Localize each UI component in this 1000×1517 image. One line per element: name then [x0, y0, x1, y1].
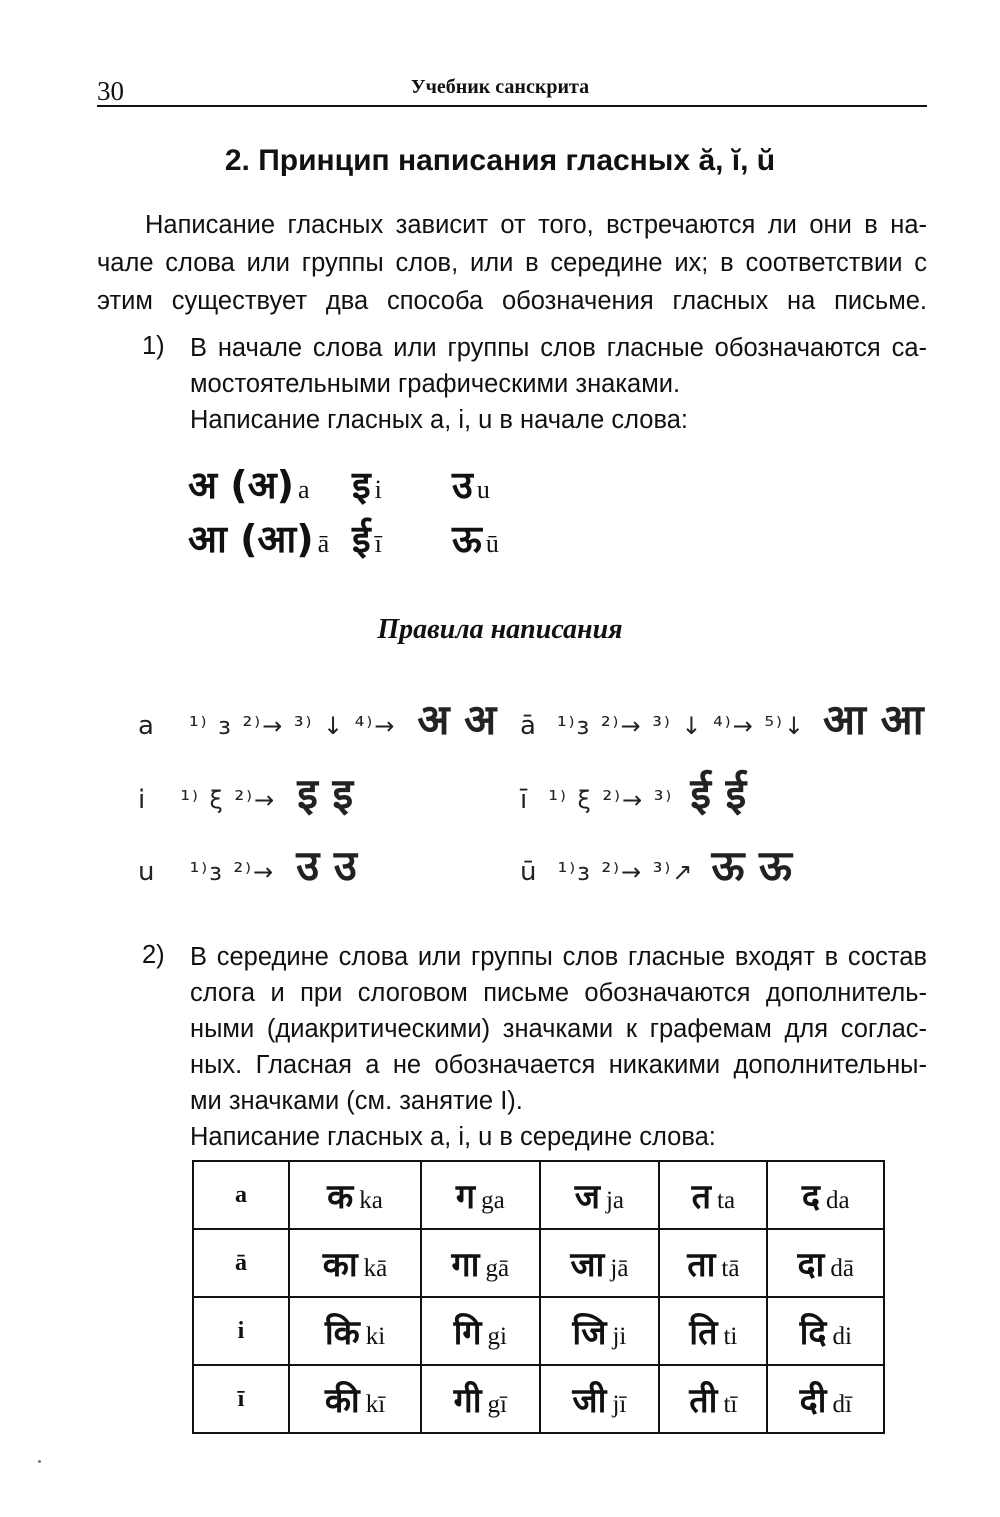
table-syllable-cell — [540, 1297, 660, 1365]
handwriting-final: ई ई — [690, 769, 747, 818]
handwriting-i — [138, 764, 353, 821]
handwriting-aa — [520, 690, 924, 747]
syllable-transliteration: ki — [365, 1323, 386, 1350]
handwriting-label: a — [138, 711, 154, 741]
handwriting-final: इ इ — [297, 769, 354, 818]
handwriting-final: ऊ ऊ — [711, 841, 793, 890]
handwriting-final: अ अ — [417, 695, 497, 744]
table-syllable-cell — [767, 1297, 884, 1365]
margin-dot — [38, 1460, 41, 1463]
table-syllable-cell — [289, 1161, 421, 1229]
table-syllable-cell — [540, 1365, 660, 1433]
syllable-glyph: ती — [689, 1381, 718, 1421]
handwriting-label: ū — [520, 857, 537, 887]
initial-vowel-a: अ (अ) a — [188, 463, 310, 507]
table-row — [193, 1365, 884, 1433]
table-row — [193, 1297, 884, 1365]
table-syllable-cell — [421, 1229, 540, 1297]
syllable-glyph: ति — [689, 1313, 718, 1353]
syllable-glyph: गी — [453, 1381, 482, 1421]
syllable-transliteration: gī — [487, 1391, 507, 1418]
initial-vowel-i: इ i — [352, 463, 382, 507]
syllable-glyph: गि — [453, 1313, 482, 1353]
table-syllable-cell — [289, 1297, 421, 1365]
syllable-glyph: का — [322, 1245, 358, 1285]
table-syllable-cell — [289, 1229, 421, 1297]
table-row — [193, 1229, 884, 1297]
intro-paragraph-cont — [97, 244, 927, 320]
item-1-line: мостоятельными графическими знаками. — [190, 370, 681, 398]
syllable-transliteration: jī — [612, 1391, 627, 1418]
syllable-transliteration: ji — [612, 1323, 627, 1350]
syllable-transliteration: ka — [359, 1187, 383, 1214]
handwriting-steps: ¹⁾ ξ ²⁾→ ³⁾ — [548, 786, 674, 814]
handwriting-steps: ¹⁾ ɜ ²⁾→ ³⁾ ↓ ⁴⁾→ — [189, 712, 397, 740]
table-syllable-cell — [421, 1161, 540, 1229]
table-syllable-cell — [421, 1365, 540, 1433]
syllable-transliteration: tī — [723, 1391, 738, 1418]
item-2-marker: 2) — [142, 941, 165, 969]
section-heading: 2. Принцип написания гласных ă, ĭ, ŭ — [224, 144, 776, 177]
syllable-glyph: जि — [572, 1313, 607, 1353]
syllable-glyph: गा — [451, 1245, 480, 1285]
running-title: Учебник санскрита — [410, 76, 590, 98]
table-syllable-cell — [659, 1161, 767, 1229]
item-2-line: В середине слова или группы слов гласные входят в состав — [190, 943, 927, 971]
table-syllable-cell — [767, 1161, 884, 1229]
syllable-transliteration: dā — [830, 1255, 854, 1282]
item-2-caption: Написание гласных a, i, u в середине слова: — [190, 1123, 716, 1151]
table-syllable-cell — [659, 1365, 767, 1433]
rules-heading: Правила написания — [377, 614, 623, 645]
syllable-glyph: त — [691, 1177, 711, 1217]
syllable-transliteration: ga — [481, 1187, 505, 1214]
syllable-glyph: दी — [799, 1381, 827, 1421]
item-2-line: слога и при слоговом письме обозначаются дополнитель- — [190, 979, 927, 1007]
item-2-line: ных. Гласная a не обозначается никакими дополнительны- — [190, 1051, 927, 1079]
handwriting-a — [138, 690, 496, 747]
table-row — [193, 1161, 884, 1229]
syllable-transliteration: kī — [365, 1391, 386, 1418]
syllable-transliteration: ti — [723, 1323, 738, 1350]
handwriting-steps: ¹⁾ɜ ²⁾→ ³⁾↗ — [557, 858, 695, 886]
consonant-vowel-table — [192, 1160, 885, 1434]
syllable-glyph: ता — [687, 1245, 716, 1285]
table-vowel-cell: ī — [193, 1365, 289, 1433]
syllable-glyph: क — [327, 1177, 354, 1217]
syllable-glyph: दि — [799, 1313, 827, 1353]
intro-paragraph — [97, 206, 927, 244]
item-2-body — [190, 939, 927, 1155]
item-1-caption: Написание гласных a, i, u в начале слова: — [190, 406, 688, 434]
handwriting-steps: ¹⁾ ξ ²⁾→ — [180, 786, 277, 814]
intro-line: чале слова или группы слов, или в середине их; в соответствии с — [97, 249, 927, 277]
table-syllable-cell — [421, 1297, 540, 1365]
handwriting-label: i — [138, 785, 146, 815]
syllable-glyph: जा — [570, 1245, 605, 1285]
syllable-transliteration: tā — [721, 1255, 740, 1282]
handwriting-final: उ उ — [296, 841, 357, 890]
handwriting-final: आ आ — [823, 695, 924, 744]
syllable-transliteration: ja — [605, 1187, 625, 1214]
table-vowel-cell: ā — [193, 1229, 289, 1297]
syllable-glyph: की — [324, 1381, 360, 1421]
syllable-transliteration: di — [832, 1323, 852, 1350]
syllable-transliteration: gā — [485, 1255, 510, 1282]
syllable-transliteration: gi — [487, 1323, 507, 1350]
item-1-marker: 1) — [142, 332, 165, 360]
handwriting-label: ā — [520, 711, 536, 741]
syllable-transliteration: dī — [832, 1391, 852, 1418]
initial-vowel-u: उ u — [452, 463, 490, 507]
syllable-transliteration: da — [825, 1187, 850, 1214]
syllable-glyph: जी — [572, 1381, 607, 1421]
syllable-glyph: ज — [574, 1177, 600, 1217]
table-syllable-cell — [767, 1229, 884, 1297]
handwriting-label: u — [138, 857, 155, 887]
table-syllable-cell — [659, 1297, 767, 1365]
item-1-line: В начале слова или группы слов гласные обозначаются са- — [190, 334, 927, 362]
handwriting-uu — [520, 836, 792, 893]
syllable-glyph: द — [801, 1177, 820, 1217]
item-2-line: ными (диакритическими) значками к графемам для соглас- — [190, 1015, 927, 1043]
syllable-glyph: ग — [455, 1177, 476, 1217]
header-rule — [97, 105, 927, 107]
page-number: 30 — [97, 76, 124, 106]
table-vowel-cell: a — [193, 1161, 289, 1229]
table-syllable-cell — [767, 1365, 884, 1433]
table-syllable-cell — [659, 1229, 767, 1297]
syllable-transliteration: ta — [717, 1187, 736, 1214]
item-2-line: ми значками (см. занятие I). — [190, 1087, 523, 1115]
intro-line: этим существует два способа обозначения гласных на письме. — [97, 287, 927, 315]
table-vowel-cell: i — [193, 1297, 289, 1365]
initial-vowel-aa: आ (आ) ā — [188, 517, 330, 561]
handwriting-steps: ¹⁾ɜ ²⁾→ — [189, 858, 276, 886]
syllable-transliteration: jā — [610, 1255, 629, 1282]
handwriting-steps: ¹⁾ɜ ²⁾→ ³⁾ ↓ ⁴⁾→ ⁵⁾↓ — [557, 712, 806, 740]
table-syllable-cell — [540, 1161, 660, 1229]
syllable-glyph: कि — [324, 1313, 360, 1353]
handwriting-label: ī — [520, 785, 528, 815]
item-1-body — [190, 330, 927, 438]
initial-vowel-uu: ऊ ū — [452, 517, 499, 561]
handwriting-ii — [520, 764, 746, 821]
handwriting-u — [138, 836, 357, 893]
syllable-transliteration: kā — [363, 1255, 388, 1282]
intro-line: Написание гласных зависит от того, встречаются ли они в на- — [145, 211, 927, 239]
table-syllable-cell — [540, 1229, 660, 1297]
syllable-glyph: दा — [797, 1245, 825, 1285]
table-syllable-cell — [289, 1365, 421, 1433]
initial-vowel-ii: ई ī — [352, 517, 382, 561]
